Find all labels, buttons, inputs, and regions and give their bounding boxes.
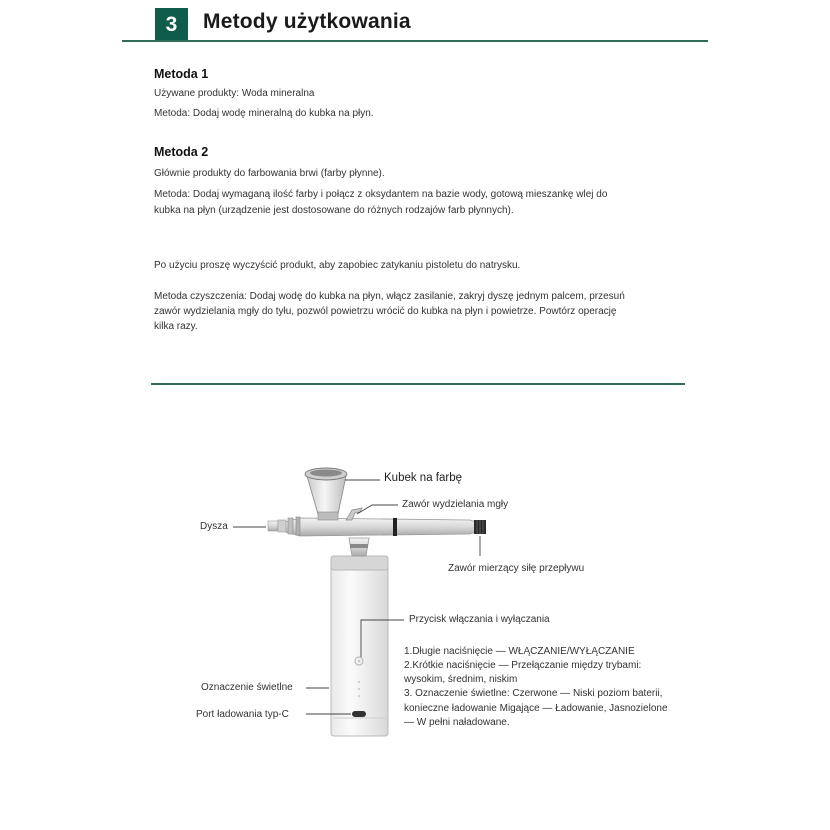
method2-method-line1: Metoda: Dodaj wymaganą ilość farby i połącz z oksydantem na bazie wody, gotową mieszankę wlej do	[154, 189, 608, 200]
method2-heading: Metoda 2	[154, 145, 209, 159]
label-usb-port: Port ładowania typ-C	[196, 709, 289, 720]
instruction-line: — W pełni naładowane.	[404, 717, 510, 728]
label-power-button: Przycisk włączania i wyłączania	[409, 614, 550, 625]
label-mist-valve: Zawór wydzielania mgły	[402, 499, 509, 510]
mist-valve-leader	[357, 505, 398, 514]
method2-products: Głównie produkty do farbowania brwi (farby płynne).	[154, 168, 385, 179]
usb-port-icon	[352, 711, 366, 717]
label-paint-cup: Kubek na farbę	[384, 472, 463, 484]
instruction-line: 1.Długie naciśnięcie — WŁĄCZANIE/WYŁĄCZANIE	[404, 646, 635, 657]
label-flow-valve: Zawór mierzący siłę przepływu	[448, 563, 585, 574]
paint-cup	[305, 468, 347, 520]
instruction-line: 2.Krótkie naciśnięcie — Przełączanie między trybami:	[404, 660, 642, 671]
gun-barrel	[268, 517, 486, 536]
mist-valve	[346, 508, 362, 520]
method1-heading: Metoda 1	[154, 67, 209, 81]
section-title: Metody użytkowania	[203, 10, 411, 33]
method1-method: Metoda: Dodaj wodę mineralną do kubka na płyn.	[154, 108, 374, 119]
section-number-badge: 3	[155, 8, 188, 42]
cleaning-line3: kilka razy.	[154, 321, 198, 332]
method2-method-line2: kubka na płyn (urządzenie jest dostosowane do różnych rodzajów farb płynnych).	[154, 205, 514, 216]
label-indicator: Oznaczenie świetlne	[201, 682, 293, 693]
cleaning-line1: Metoda czyszczenia: Dodaj wodę do kubka na płyn, włącz zasilanie, zakryj dyszę jednym palcem, przesuń	[154, 291, 625, 302]
label-nozzle: Dysza	[200, 521, 228, 532]
instruction-line: 3. Oznaczenie świetlne: Czerwone — Niski poziom baterii,	[404, 688, 663, 699]
handle-body	[331, 556, 388, 736]
cleaning-line2: zawór wydzielania mgły do tyłu, pozwól powietrzu wrócić do kubka na płyn i powietrze. Powtórz operację	[154, 306, 617, 317]
method1-products: Używane produkty: Woda mineralna	[154, 88, 315, 99]
instruction-line: konieczne ładowanie Migające — Ładowanie, Jasnozielone	[404, 703, 668, 714]
after-use-note: Po użyciu proszę wyczyścić produkt, aby zapobiec zatykaniu pistoletu do natrysku.	[154, 260, 521, 271]
instruction-line: wysokim, średnim, niskim	[404, 674, 518, 685]
